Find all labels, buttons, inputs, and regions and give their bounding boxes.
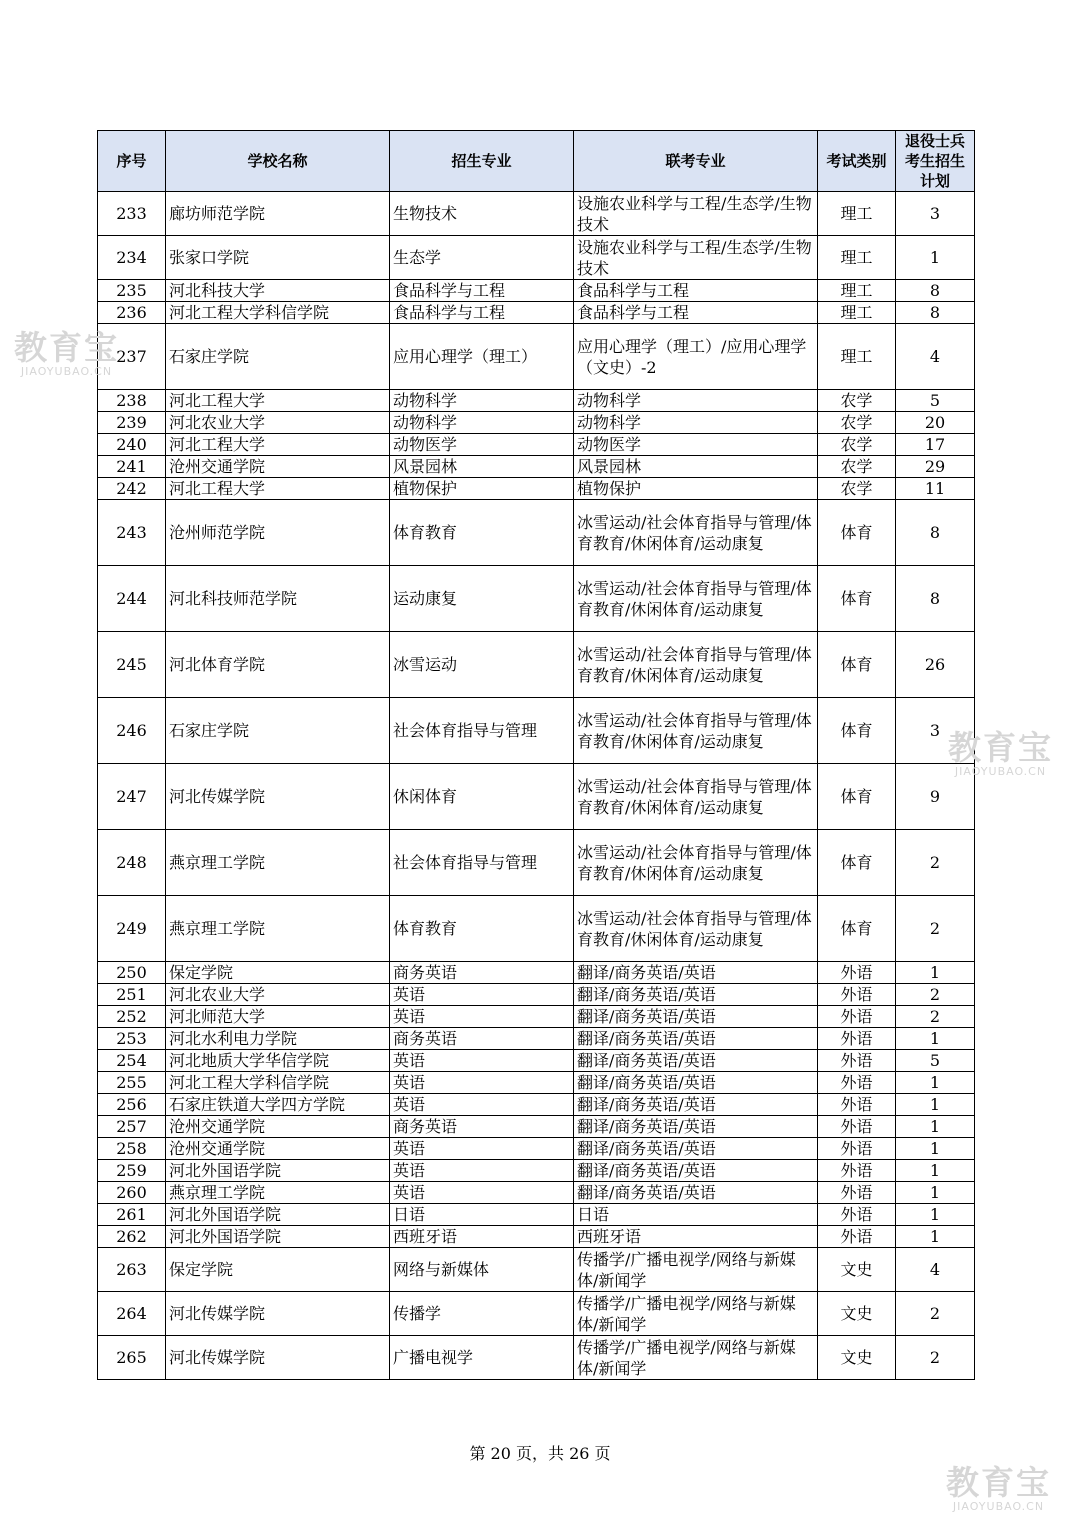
cell-school: 石家庄学院 <box>166 698 390 764</box>
table-row <box>98 302 975 324</box>
cell-school: 河北农业大学 <box>166 412 390 434</box>
cell-index: 259 <box>98 1160 166 1182</box>
cell-index: 265 <box>98 1336 166 1380</box>
cell-index: 263 <box>98 1248 166 1292</box>
cell-school: 燕京理工学院 <box>166 896 390 962</box>
cell-exam-category: 外语 <box>818 1182 896 1204</box>
cell-major: 动物医学 <box>390 434 574 456</box>
cell-veteran-plan: 9 <box>896 764 975 830</box>
cell-joint-exam-major: 设施农业科学与工程/生态学/生物技术 <box>574 192 818 236</box>
cell-major: 体育教育 <box>390 896 574 962</box>
cell-major: 生物技术 <box>390 192 574 236</box>
cell-joint-exam-major: 食品科学与工程 <box>574 302 818 324</box>
table-row <box>98 632 975 698</box>
table-row <box>98 280 975 302</box>
cell-index: 249 <box>98 896 166 962</box>
cell-major: 社会体育指导与管理 <box>390 698 574 764</box>
table-row <box>98 390 975 412</box>
cell-veteran-plan: 8 <box>896 280 975 302</box>
cell-school: 河北科技师范学院 <box>166 566 390 632</box>
cell-veteran-plan: 3 <box>896 698 975 764</box>
cell-school: 保定学院 <box>166 1248 390 1292</box>
cell-veteran-plan: 29 <box>896 456 975 478</box>
cell-joint-exam-major: 翻译/商务英语/英语 <box>574 1050 818 1072</box>
cell-exam-category: 农学 <box>818 478 896 500</box>
cell-index: 236 <box>98 302 166 324</box>
cell-joint-exam-major: 翻译/商务英语/英语 <box>574 962 818 984</box>
cell-major: 商务英语 <box>390 1028 574 1050</box>
cell-major: 英语 <box>390 1006 574 1028</box>
cell-veteran-plan: 2 <box>896 1336 975 1380</box>
cell-index: 255 <box>98 1072 166 1094</box>
cell-index: 240 <box>98 434 166 456</box>
cell-index: 258 <box>98 1138 166 1160</box>
cell-veteran-plan: 2 <box>896 830 975 896</box>
cell-exam-category: 外语 <box>818 1028 896 1050</box>
cell-major: 英语 <box>390 1050 574 1072</box>
cell-index: 256 <box>98 1094 166 1116</box>
cell-joint-exam-major: 翻译/商务英语/英语 <box>574 984 818 1006</box>
cell-joint-exam-major: 冰雪运动/社会体育指导与管理/体育教育/休闲体育/运动康复 <box>574 698 818 764</box>
cell-school: 燕京理工学院 <box>166 1182 390 1204</box>
cell-veteran-plan: 20 <box>896 412 975 434</box>
cell-index: 253 <box>98 1028 166 1050</box>
cell-joint-exam-major: 翻译/商务英语/英语 <box>574 1116 818 1138</box>
cell-veteran-plan: 1 <box>896 1160 975 1182</box>
cell-joint-exam-major: 翻译/商务英语/英语 <box>574 1160 818 1182</box>
cell-joint-exam-major: 日语 <box>574 1204 818 1226</box>
table-row <box>98 500 975 566</box>
cell-major: 运动康复 <box>390 566 574 632</box>
cell-major: 商务英语 <box>390 1116 574 1138</box>
cell-school: 河北传媒学院 <box>166 764 390 830</box>
cell-veteran-plan: 1 <box>896 236 975 280</box>
header-index: 序号 <box>98 131 166 192</box>
cell-exam-category: 文史 <box>818 1248 896 1292</box>
watermark-brand: 教育宝 <box>948 728 1053 767</box>
table-row <box>98 324 975 390</box>
cell-joint-exam-major: 冰雪运动/社会体育指导与管理/体育教育/休闲体育/运动康复 <box>574 830 818 896</box>
cell-veteran-plan: 1 <box>896 1116 975 1138</box>
cell-school: 河北科技大学 <box>166 280 390 302</box>
cell-veteran-plan: 1 <box>896 1182 975 1204</box>
cell-exam-category: 理工 <box>818 236 896 280</box>
watermark-domain: JIAOYUBAO.CN <box>20 365 113 378</box>
cell-joint-exam-major: 翻译/商务英语/英语 <box>574 1006 818 1028</box>
watermark-brand: 教育宝 <box>14 328 119 367</box>
cell-exam-category: 体育 <box>818 566 896 632</box>
cell-joint-exam-major: 动物医学 <box>574 434 818 456</box>
cell-major: 日语 <box>390 1204 574 1226</box>
table-row <box>98 1116 975 1138</box>
cell-index: 239 <box>98 412 166 434</box>
cell-index: 251 <box>98 984 166 1006</box>
cell-index: 242 <box>98 478 166 500</box>
table-row <box>98 1204 975 1226</box>
cell-exam-category: 文史 <box>818 1292 896 1336</box>
cell-exam-category: 农学 <box>818 456 896 478</box>
header-school: 学校名称 <box>166 131 390 192</box>
cell-joint-exam-major: 西班牙语 <box>574 1226 818 1248</box>
cell-school: 河北地质大学华信学院 <box>166 1050 390 1072</box>
table-row <box>98 1138 975 1160</box>
cell-veteran-plan: 2 <box>896 896 975 962</box>
cell-school: 河北农业大学 <box>166 984 390 1006</box>
cell-joint-exam-major: 风景园林 <box>574 456 818 478</box>
watermark-domain: JIAOYUBAO.CN <box>954 765 1047 778</box>
cell-major: 传播学 <box>390 1292 574 1336</box>
cell-major: 网络与新媒体 <box>390 1248 574 1292</box>
cell-exam-category: 理工 <box>818 280 896 302</box>
table-row <box>98 478 975 500</box>
cell-veteran-plan: 5 <box>896 390 975 412</box>
cell-major: 动物科学 <box>390 390 574 412</box>
watermark-brand: 教育宝 <box>946 1463 1051 1502</box>
cell-exam-category: 农学 <box>818 412 896 434</box>
cell-school: 河北水利电力学院 <box>166 1028 390 1050</box>
cell-school: 河北工程大学 <box>166 434 390 456</box>
cell-school: 河北外国语学院 <box>166 1226 390 1248</box>
cell-major: 社会体育指导与管理 <box>390 830 574 896</box>
table-header-row <box>98 131 975 192</box>
table-row <box>98 1226 975 1248</box>
table-row <box>98 434 975 456</box>
cell-joint-exam-major: 翻译/商务英语/英语 <box>574 1094 818 1116</box>
cell-index: 238 <box>98 390 166 412</box>
cell-veteran-plan: 11 <box>896 478 975 500</box>
cell-joint-exam-major: 翻译/商务英语/英语 <box>574 1028 818 1050</box>
cell-joint-exam-major: 冰雪运动/社会体育指导与管理/体育教育/休闲体育/运动康复 <box>574 764 818 830</box>
cell-veteran-plan: 4 <box>896 324 975 390</box>
table-row <box>98 764 975 830</box>
table-row <box>98 896 975 962</box>
cell-major: 英语 <box>390 1160 574 1182</box>
cell-school: 燕京理工学院 <box>166 830 390 896</box>
cell-exam-category: 体育 <box>818 698 896 764</box>
cell-major: 广播电视学 <box>390 1336 574 1380</box>
cell-joint-exam-major: 食品科学与工程 <box>574 280 818 302</box>
cell-major: 体育教育 <box>390 500 574 566</box>
cell-joint-exam-major: 翻译/商务英语/英语 <box>574 1072 818 1094</box>
cell-exam-category: 外语 <box>818 1160 896 1182</box>
table-row <box>98 236 975 280</box>
cell-joint-exam-major: 冰雪运动/社会体育指导与管理/体育教育/休闲体育/运动康复 <box>574 566 818 632</box>
table-row <box>98 412 975 434</box>
table-row <box>98 962 975 984</box>
cell-joint-exam-major: 动物科学 <box>574 412 818 434</box>
cell-school: 河北外国语学院 <box>166 1204 390 1226</box>
table-row <box>98 1160 975 1182</box>
cell-major: 休闲体育 <box>390 764 574 830</box>
table-row <box>98 1072 975 1094</box>
cell-school: 张家口学院 <box>166 236 390 280</box>
cell-index: 234 <box>98 236 166 280</box>
cell-school: 河北工程大学 <box>166 478 390 500</box>
cell-school: 石家庄铁道大学四方学院 <box>166 1094 390 1116</box>
cell-joint-exam-major: 翻译/商务英语/英语 <box>574 1182 818 1204</box>
cell-school: 河北传媒学院 <box>166 1292 390 1336</box>
cell-exam-category: 体育 <box>818 896 896 962</box>
cell-exam-category: 外语 <box>818 1116 896 1138</box>
watermark-domain: JIAOYUBAO.CN <box>952 1500 1045 1513</box>
cell-veteran-plan: 5 <box>896 1050 975 1072</box>
cell-joint-exam-major: 应用心理学（理工）/应用心理学（文史）-2 <box>574 324 818 390</box>
cell-veteran-plan: 1 <box>896 1204 975 1226</box>
cell-veteran-plan: 1 <box>896 1072 975 1094</box>
header-veteran-plan: 退役士兵考生招生计划 <box>896 131 975 192</box>
table-row <box>98 984 975 1006</box>
header-exam-category: 考试类别 <box>818 131 896 192</box>
enrollment-table <box>97 130 975 1380</box>
cell-index: 252 <box>98 1006 166 1028</box>
table-row <box>98 1028 975 1050</box>
header-major: 招生专业 <box>390 131 574 192</box>
cell-major: 食品科学与工程 <box>390 302 574 324</box>
cell-school: 沧州交通学院 <box>166 1116 390 1138</box>
cell-index: 233 <box>98 192 166 236</box>
cell-exam-category: 外语 <box>818 1006 896 1028</box>
cell-school: 河北传媒学院 <box>166 1336 390 1380</box>
cell-exam-category: 理工 <box>818 302 896 324</box>
table-row <box>98 1182 975 1204</box>
cell-exam-category: 理工 <box>818 192 896 236</box>
cell-exam-category: 外语 <box>818 1072 896 1094</box>
table-row <box>98 456 975 478</box>
cell-index: 244 <box>98 566 166 632</box>
table-row <box>98 698 975 764</box>
cell-major: 商务英语 <box>390 962 574 984</box>
cell-exam-category: 体育 <box>818 632 896 698</box>
table-row <box>98 1336 975 1380</box>
table-row <box>98 830 975 896</box>
cell-index: 262 <box>98 1226 166 1248</box>
cell-veteran-plan: 2 <box>896 1292 975 1336</box>
watermark-logo <box>946 1465 1051 1513</box>
cell-index: 260 <box>98 1182 166 1204</box>
table-row <box>98 1248 975 1292</box>
cell-veteran-plan: 2 <box>896 984 975 1006</box>
page-footer: 第 20 页，共 26 页 <box>469 1444 611 1463</box>
cell-exam-category: 农学 <box>818 390 896 412</box>
cell-joint-exam-major: 动物科学 <box>574 390 818 412</box>
cell-exam-category: 外语 <box>818 984 896 1006</box>
cell-veteran-plan: 8 <box>896 302 975 324</box>
cell-veteran-plan: 2 <box>896 1006 975 1028</box>
cell-exam-category: 体育 <box>818 764 896 830</box>
cell-joint-exam-major: 冰雪运动/社会体育指导与管理/体育教育/休闲体育/运动康复 <box>574 896 818 962</box>
cell-veteran-plan: 8 <box>896 566 975 632</box>
cell-index: 243 <box>98 500 166 566</box>
cell-major: 英语 <box>390 1138 574 1160</box>
cell-index: 235 <box>98 280 166 302</box>
table-row <box>98 1292 975 1336</box>
cell-veteran-plan: 1 <box>896 1226 975 1248</box>
cell-veteran-plan: 8 <box>896 500 975 566</box>
cell-joint-exam-major: 冰雪运动/社会体育指导与管理/体育教育/休闲体育/运动康复 <box>574 500 818 566</box>
cell-major: 风景园林 <box>390 456 574 478</box>
cell-major: 冰雪运动 <box>390 632 574 698</box>
cell-joint-exam-major: 冰雪运动/社会体育指导与管理/体育教育/休闲体育/运动康复 <box>574 632 818 698</box>
table-row <box>98 1006 975 1028</box>
cell-major: 植物保护 <box>390 478 574 500</box>
cell-index: 248 <box>98 830 166 896</box>
cell-veteran-plan: 1 <box>896 1138 975 1160</box>
cell-school: 廊坊师范学院 <box>166 192 390 236</box>
cell-joint-exam-major: 设施农业科学与工程/生态学/生物技术 <box>574 236 818 280</box>
cell-index: 250 <box>98 962 166 984</box>
cell-exam-category: 外语 <box>818 1138 896 1160</box>
cell-school: 河北师范大学 <box>166 1006 390 1028</box>
cell-index: 264 <box>98 1292 166 1336</box>
cell-school: 沧州交通学院 <box>166 456 390 478</box>
cell-school: 河北工程大学科信学院 <box>166 1072 390 1094</box>
cell-exam-category: 农学 <box>818 434 896 456</box>
cell-school: 河北体育学院 <box>166 632 390 698</box>
cell-school: 河北工程大学 <box>166 390 390 412</box>
cell-exam-category: 体育 <box>818 830 896 896</box>
cell-major: 西班牙语 <box>390 1226 574 1248</box>
cell-exam-category: 外语 <box>818 1204 896 1226</box>
cell-major: 英语 <box>390 1182 574 1204</box>
cell-school: 河北工程大学科信学院 <box>166 302 390 324</box>
cell-major: 动物科学 <box>390 412 574 434</box>
table-row <box>98 192 975 236</box>
cell-index: 254 <box>98 1050 166 1072</box>
cell-exam-category: 理工 <box>818 324 896 390</box>
cell-veteran-plan: 26 <box>896 632 975 698</box>
cell-veteran-plan: 3 <box>896 192 975 236</box>
cell-index: 257 <box>98 1116 166 1138</box>
cell-veteran-plan: 1 <box>896 1094 975 1116</box>
cell-index: 237 <box>98 324 166 390</box>
cell-index: 241 <box>98 456 166 478</box>
cell-school: 沧州师范学院 <box>166 500 390 566</box>
cell-index: 245 <box>98 632 166 698</box>
cell-exam-category: 文史 <box>818 1336 896 1380</box>
cell-school: 河北外国语学院 <box>166 1160 390 1182</box>
cell-index: 246 <box>98 698 166 764</box>
header-joint-exam-major: 联考专业 <box>574 131 818 192</box>
cell-school: 保定学院 <box>166 962 390 984</box>
cell-veteran-plan: 1 <box>896 1028 975 1050</box>
cell-joint-exam-major: 翻译/商务英语/英语 <box>574 1138 818 1160</box>
cell-exam-category: 外语 <box>818 1094 896 1116</box>
cell-major: 英语 <box>390 984 574 1006</box>
cell-major: 英语 <box>390 1094 574 1116</box>
cell-index: 247 <box>98 764 166 830</box>
cell-veteran-plan: 1 <box>896 962 975 984</box>
table-row <box>98 566 975 632</box>
cell-major: 应用心理学（理工） <box>390 324 574 390</box>
cell-major: 生态学 <box>390 236 574 280</box>
cell-school: 石家庄学院 <box>166 324 390 390</box>
cell-major: 食品科学与工程 <box>390 280 574 302</box>
cell-school: 沧州交通学院 <box>166 1138 390 1160</box>
cell-exam-category: 外语 <box>818 962 896 984</box>
cell-joint-exam-major: 传播学/广播电视学/网络与新媒体/新闻学 <box>574 1248 818 1292</box>
cell-exam-category: 外语 <box>818 1226 896 1248</box>
cell-veteran-plan: 4 <box>896 1248 975 1292</box>
cell-veteran-plan: 17 <box>896 434 975 456</box>
cell-index: 261 <box>98 1204 166 1226</box>
cell-exam-category: 体育 <box>818 500 896 566</box>
cell-major: 英语 <box>390 1072 574 1094</box>
cell-joint-exam-major: 传播学/广播电视学/网络与新媒体/新闻学 <box>574 1292 818 1336</box>
table-row <box>98 1050 975 1072</box>
table-row <box>98 1094 975 1116</box>
cell-joint-exam-major: 植物保护 <box>574 478 818 500</box>
cell-exam-category: 外语 <box>818 1050 896 1072</box>
cell-joint-exam-major: 传播学/广播电视学/网络与新媒体/新闻学 <box>574 1336 818 1380</box>
